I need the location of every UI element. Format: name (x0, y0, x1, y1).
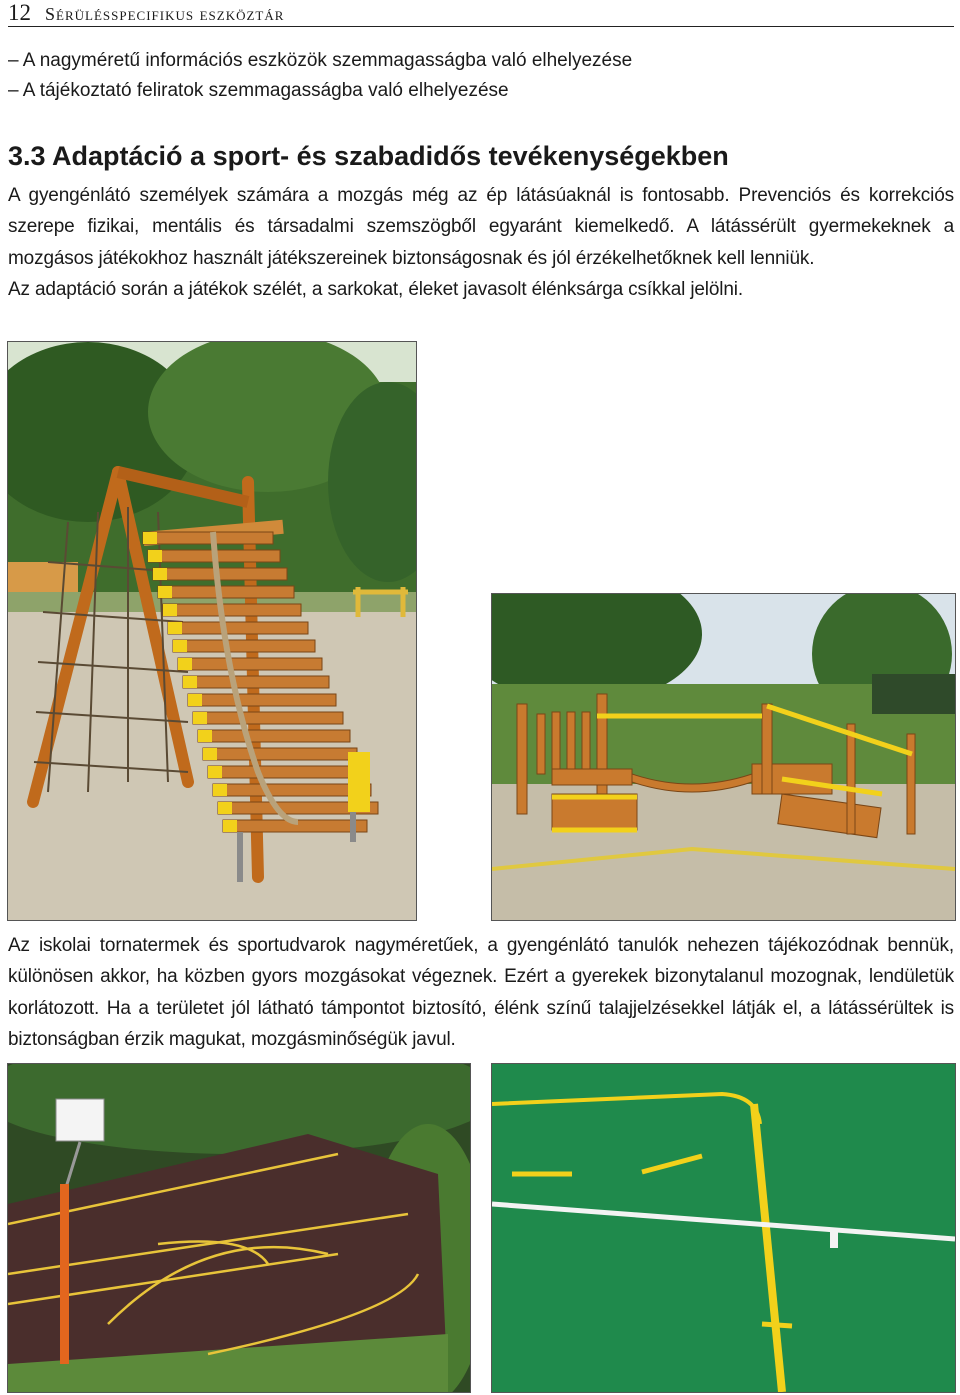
court-paragraph: Az iskolai tornatermek és sportudvarok nagyméretűek, a gyengénlátó tanulók nehezen tájékozódnak bennük, különösen akkor, ha közben gyors mozgásokat végeznek. Ezért a gyerekek bizonytalanul mozognak, lendületük korlátozott. Ha a területet jól látható támpontot biztosító, élénk színű talajjelzésekkel látják el, a látássérültek is biztonságban érzik magukat, mozgásminőségük javul. (8, 935, 954, 1051)
bullet-list (8, 46, 954, 106)
photo-indoor-court (491, 1063, 956, 1393)
wooden-bridge-illustration (492, 594, 955, 920)
section-heading: 3.3 Adaptáció a sport- és szabadidős tevékenységekben (8, 141, 729, 171)
paragraph: A gyengénlátó személyek számára a mozgás még az ép látásúaknál is fontosabb. Prevenciós és korrekciós szerepe fizikai, mentális és társadalmi szemszögből egyaránt kiemelkedő. A látássérült gyermekeknek a mozgásos játékokhoz használt játékszereinek biztonságosnak és jól érzékelhetőknek kell lenniük. (8, 185, 954, 269)
running-title: Sérülésspecifikus eszköztár (45, 4, 285, 24)
photo-climbing-frame (7, 341, 417, 921)
page-number: 12 (8, 0, 31, 25)
intro-paragraphs (8, 180, 954, 306)
indoor-court-illustration (492, 1064, 955, 1392)
photo-wooden-bridge (491, 593, 956, 921)
photo-outdoor-court (7, 1063, 471, 1393)
bullet-item: – A nagyméretű információs eszközök szemmagasságba való elhelyezése (8, 50, 633, 71)
outdoor-court-illustration (8, 1064, 470, 1392)
bullet-item: – A tájékoztató feliratok szemmagasságba való elhelyezése (8, 80, 509, 101)
page-header (8, 0, 954, 27)
paragraph: Az adaptáció során a játékok szélét, a sarkokat, éleket javasolt élénksárga csíkkal jelölni. (8, 279, 743, 301)
climbing-frame-illustration (8, 342, 416, 920)
